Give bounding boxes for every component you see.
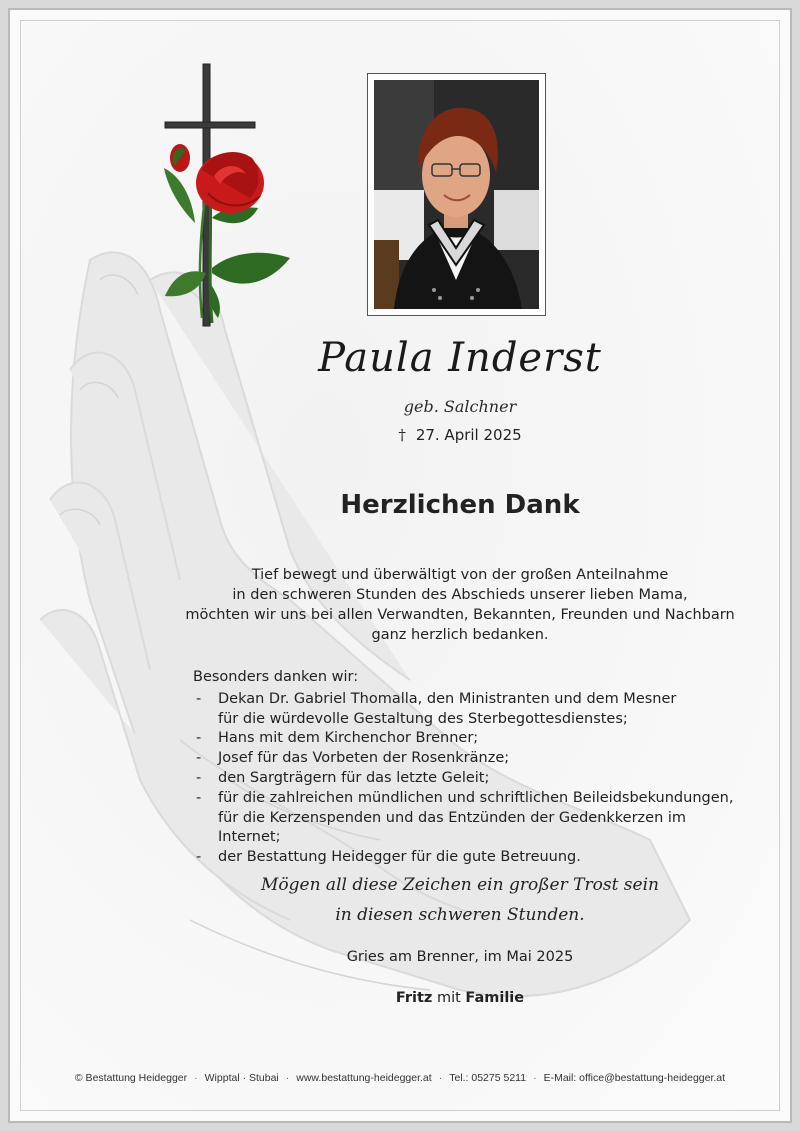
intro-line: in den schweren Stunden des Abschieds unserer lieben Mama, (232, 587, 688, 603)
footer-copyright: © Bestattung Heidegger (74, 1072, 188, 1084)
list-item (193, 789, 753, 848)
list-item-line: für die würdevolle Gestaltung des Sterbegottesdienstes; (218, 710, 628, 727)
thanks-title: Besonders danken wir: (193, 669, 359, 685)
thanks-section (193, 668, 753, 868)
footer-email-link[interactable]: E-Mail: office@bestattung-heidegger.at (543, 1072, 726, 1084)
list-item (193, 848, 753, 868)
death-date: 27. April 2025 (415, 426, 522, 444)
place-date: Gries am Brenner, im Mai 2025 (346, 949, 574, 965)
portrait-photo-frame (367, 73, 546, 316)
cross-with-rose-icon (150, 58, 300, 333)
footer-region: Wipptal · Stubai (204, 1072, 279, 1084)
quote-line: in diesen schweren Stunden. (335, 905, 585, 925)
intro-line: Tief bewegt und überwältigt von der großen Anteilnahme (251, 567, 669, 583)
deceased-name: Paula Inderst (318, 335, 602, 381)
signature-family: Familie (465, 990, 525, 1006)
intro-line: möchten wir uns bei allen Verwandten, Bekannten, Freunden und Nachbarn (185, 607, 735, 623)
signature (60, 990, 800, 1006)
heading-thanks: Herzlichen Dank (340, 490, 580, 520)
quote-line: Mögen all diese Zeichen ein großer Trost sein (261, 875, 659, 895)
list-item (193, 690, 753, 730)
list-item (193, 749, 753, 769)
intro-line: ganz herzlich bedanken. (371, 627, 549, 643)
list-item-line: - Josef für das Vorbeten der Rosenkränze; (218, 750, 510, 767)
intro-text (60, 565, 800, 645)
footer-separator: · (438, 1072, 443, 1084)
footer-separator: · (533, 1072, 537, 1084)
portrait-photo (374, 80, 539, 309)
list-item-line: - für die zahlreichen mündlichen und schriftlichen Beileidsbekundungen, (218, 789, 734, 806)
list-item-line: - Dekan Dr. Gabriel Thomalla, den Ministranten und dem Mesner (218, 690, 677, 707)
list-item-line: für die Kerzenspenden und das Entzünden der Gedenkkerzen im Internet; (218, 809, 687, 846)
death-date-line (60, 426, 800, 444)
list-item-line: - Hans mit dem Kirchenchor Brenner; (218, 730, 479, 747)
footer-separator: · (194, 1072, 198, 1084)
signature-name: Fritz (395, 990, 433, 1006)
thanks-list (193, 690, 753, 868)
footer-phone: Tel.: 05275 5211 (449, 1072, 527, 1084)
list-item (193, 729, 753, 749)
footer-website-link[interactable]: www.bestattung-heidegger.at (296, 1072, 432, 1084)
signature-connector: mit (432, 990, 466, 1006)
footer-separator: · (285, 1072, 290, 1084)
footer (0, 1072, 800, 1084)
list-item-line: - der Bestattung Heidegger für die gute Betreuung. (218, 849, 581, 866)
list-item-line: - den Sargträgern für das letzte Geleit; (218, 769, 490, 786)
list-item (193, 769, 753, 789)
birth-name: geb. Salchner (403, 397, 517, 416)
cross-symbol: † (398, 426, 406, 444)
closing-quote (60, 870, 800, 930)
